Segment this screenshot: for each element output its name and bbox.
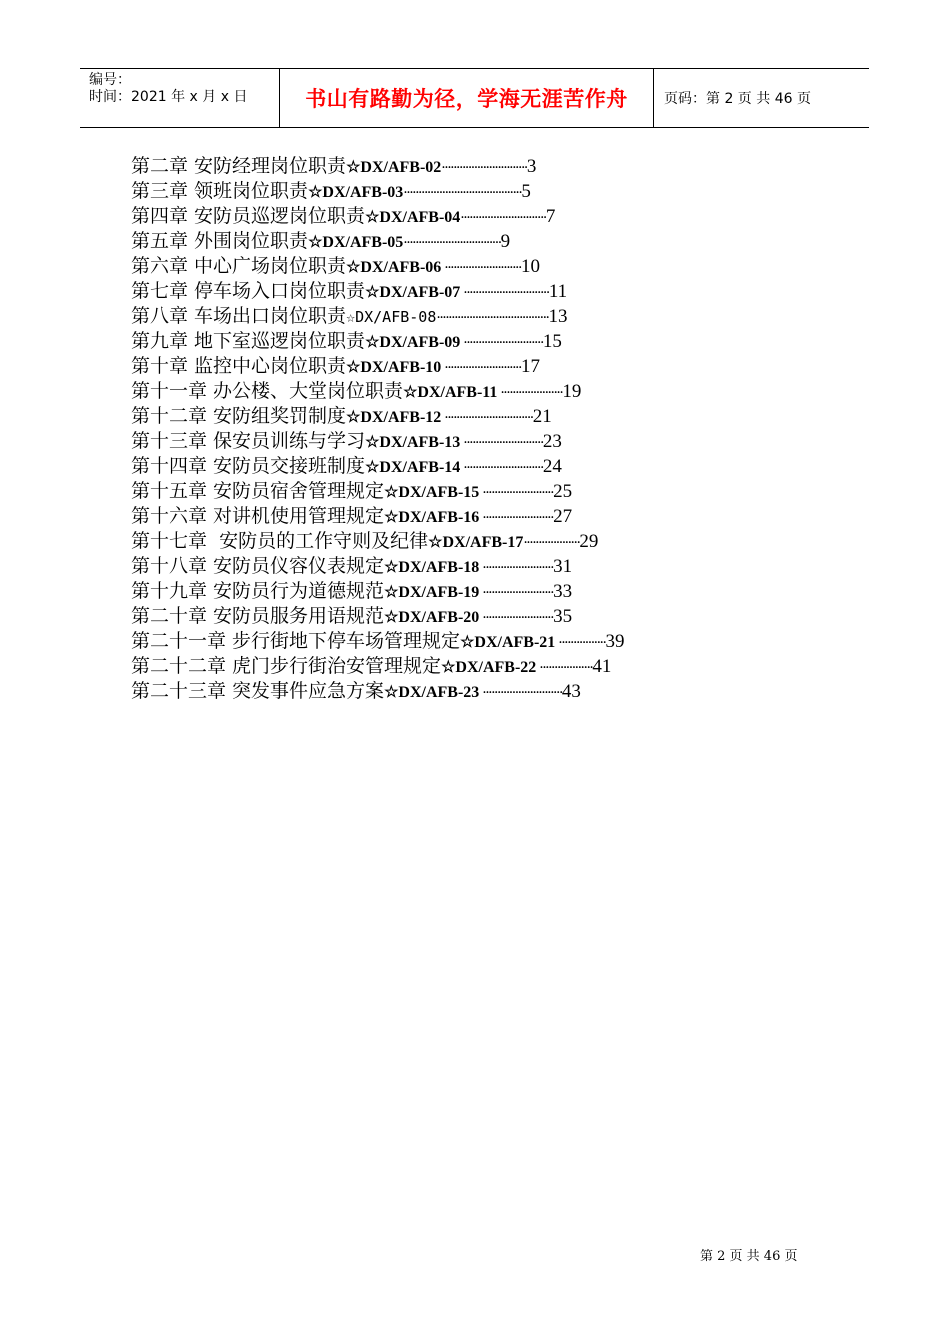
- toc-chapter-title: 外围岗位职责: [188, 230, 309, 252]
- toc-entry[interactable]: [131, 379, 851, 404]
- toc-page-number: 19: [562, 381, 582, 402]
- toc-chapter-number: 第二十二章: [131, 655, 227, 677]
- motto: 书山有路勤为径，学海无涯苦作舟: [305, 87, 628, 111]
- toc-document-code: ☆DX/AFB-18: [384, 559, 480, 576]
- toc-chapter-title: 安防员巡逻岗位职责: [188, 205, 366, 227]
- toc-entry[interactable]: [131, 479, 851, 504]
- toc-document-code: ☆DX/AFB-02: [346, 159, 442, 176]
- toc-chapter-number: 第十章: [131, 355, 189, 377]
- page-footer: [700, 1245, 830, 1264]
- toc-document-code: ☆DX/AFB-06: [346, 259, 442, 276]
- toc-entry[interactable]: [131, 279, 851, 304]
- toc-entry[interactable]: [131, 629, 851, 654]
- toc-document-code: ☆DX/AFB-16: [384, 509, 480, 526]
- toc-page-number: 17: [520, 356, 540, 377]
- toc-dot-leader: ························: [479, 585, 554, 601]
- toc-entry[interactable]: [131, 304, 851, 329]
- toc-page-number: 41: [592, 656, 612, 677]
- toc-page-number: 43: [561, 681, 581, 702]
- toc-dot-leader: ···························: [460, 435, 543, 451]
- toc-dot-leader: ················: [555, 635, 606, 651]
- toc-chapter-title: 停车场入口岗位职责: [188, 280, 366, 302]
- toc-dot-leader: ·····························: [460, 210, 546, 226]
- toc-dot-leader: ···················: [523, 535, 580, 551]
- toc-chapter-number: 第六章: [131, 255, 189, 277]
- toc-document-code: ☆DX/AFB-17: [428, 534, 524, 551]
- toc-page-number: 35: [553, 606, 573, 627]
- toc-chapter-title: 安防经理岗位职责: [188, 155, 347, 177]
- toc-entry[interactable]: [131, 204, 851, 229]
- toc-chapter-number: 第二十三章: [131, 680, 227, 702]
- toc-chapter-title: 安防员宿舍管理规定: [207, 480, 385, 502]
- toc-chapter-number: 第七章: [131, 280, 189, 302]
- toc-entry[interactable]: [131, 254, 851, 279]
- toc-document-code: ☆DX/AFB-20: [384, 609, 480, 626]
- toc-document-code: ☆DX/AFB-21: [460, 634, 556, 651]
- toc-entry[interactable]: [131, 354, 851, 379]
- toc-dot-leader: ··························: [441, 260, 521, 276]
- toc-dot-leader: ···························: [479, 685, 562, 701]
- toc-dot-leader: ········································: [403, 185, 522, 201]
- toc-page-number: 10: [520, 256, 540, 277]
- toc-document-code: ☆DX/AFB-03: [308, 184, 404, 201]
- toc-entry[interactable]: [131, 179, 851, 204]
- toc-page-number: 7: [545, 206, 556, 227]
- footer-page-info: 第 2 页 共 46 页: [700, 1249, 798, 1264]
- toc-document-code: ☆DX/AFB-14: [365, 459, 461, 476]
- header-motto-cell: [280, 69, 654, 127]
- toc-dot-leader: ···························: [460, 335, 543, 351]
- toc-entry[interactable]: [131, 154, 851, 179]
- header-meta: [80, 69, 280, 127]
- toc-entry[interactable]: [131, 529, 851, 554]
- toc-chapter-title: 安防员服务用语规范: [207, 605, 385, 627]
- serial-label: 编号：: [89, 72, 131, 88]
- toc-page-number: 11: [548, 281, 568, 302]
- toc-chapter-number: 第十五章: [131, 480, 208, 502]
- toc-document-code: ☆DX/AFB-11: [403, 384, 498, 401]
- toc-document-code: ☆DX/AFB-19: [384, 584, 480, 601]
- toc-dot-leader: ··························: [441, 360, 521, 376]
- toc-entry[interactable]: [131, 554, 851, 579]
- toc-document-code: ☆DX/AFB-22: [441, 659, 537, 676]
- toc-chapter-number: 第九章: [131, 330, 189, 352]
- toc-page-number: 29: [579, 531, 599, 552]
- toc-page-number: 33: [553, 581, 573, 602]
- toc-chapter-number: 第三章: [131, 180, 189, 202]
- toc-page-number: 27: [553, 506, 573, 527]
- toc-page-number: 31: [553, 556, 573, 577]
- toc-document-code: ☆DX/AFB-09: [365, 334, 461, 351]
- toc-dot-leader: ······································: [436, 310, 549, 326]
- toc-chapter-number: 第二十一章: [131, 630, 227, 652]
- toc-document-code: ☆DX/AFB-04: [365, 209, 461, 226]
- toc-entry[interactable]: [131, 454, 851, 479]
- toc-entry[interactable]: [131, 504, 851, 529]
- toc-chapter-title: 安防员的工作守则及纪律: [207, 530, 429, 552]
- toc-chapter-title: 步行街地下停车场管理规定: [226, 630, 461, 652]
- toc-entry[interactable]: [131, 679, 851, 704]
- toc-chapter-number: 第五章: [131, 230, 189, 252]
- toc-chapter-title: 保安员训练与学习: [207, 430, 366, 452]
- toc-chapter-title: 领班岗位职责: [188, 180, 309, 202]
- toc-chapter-number: 第八章: [131, 305, 189, 327]
- toc-dot-leader: ·································: [403, 235, 501, 251]
- toc-chapter-number: 第二章: [131, 155, 189, 177]
- toc-chapter-number: 第二十章: [131, 605, 208, 627]
- toc-page-number: 9: [500, 231, 511, 252]
- toc-page-number: 23: [542, 431, 562, 452]
- toc-document-code: ☆DX/AFB-08: [346, 308, 437, 326]
- toc-document-code: ☆DX/AFB-07: [365, 284, 461, 301]
- page-header: [80, 68, 869, 128]
- toc-chapter-title: 安防员行为道德规范: [207, 580, 385, 602]
- toc-chapter-title: 安防员交接班制度: [207, 455, 366, 477]
- toc-document-code: ☆DX/AFB-12: [346, 409, 442, 426]
- toc-chapter-number: 第十一章: [131, 380, 208, 402]
- toc-document-code: ☆DX/AFB-15: [384, 484, 480, 501]
- toc-chapter-number: 第十九章: [131, 580, 208, 602]
- toc-page-number: 15: [542, 331, 562, 352]
- toc-entry[interactable]: [131, 404, 851, 429]
- toc-entry[interactable]: [131, 604, 851, 629]
- toc-chapter-title: 中心广场岗位职责: [188, 255, 347, 277]
- toc-document-code: ☆DX/AFB-10: [346, 359, 442, 376]
- toc-chapter-title: 安防员仪容仪表规定: [207, 555, 385, 577]
- toc-page-number: 3: [526, 156, 537, 177]
- header-page-info: 页码：第 2 页 共 46 页: [664, 91, 811, 107]
- toc-chapter-title: 监控中心岗位职责: [188, 355, 347, 377]
- toc-chapter-number: 第四章: [131, 205, 189, 227]
- toc-page-number: 21: [532, 406, 552, 427]
- toc-chapter-title: 办公楼、大堂岗位职责: [207, 380, 404, 402]
- toc-dot-leader: ·····················: [497, 385, 563, 401]
- header-page-info-cell: [654, 69, 869, 127]
- toc-chapter-number: 第十三章: [131, 430, 208, 452]
- time-label: 时间：2021 年 x 月 x 日: [89, 89, 248, 105]
- toc-chapter-title: 安防组奖罚制度: [207, 405, 347, 427]
- toc-dot-leader: ························: [479, 560, 554, 576]
- toc-chapter-title: 车场出口岗位职责: [188, 305, 347, 327]
- toc-dot-leader: ···························: [460, 460, 543, 476]
- toc-dot-leader: ·····························: [441, 160, 527, 176]
- toc-page-number: 39: [605, 631, 625, 652]
- toc-chapter-number: 第十六章: [131, 505, 208, 527]
- toc-entry[interactable]: [131, 579, 851, 604]
- toc-page-number: 13: [548, 306, 568, 327]
- toc-dot-leader: ·····························: [460, 285, 549, 301]
- toc-entry[interactable]: [131, 654, 851, 679]
- table-of-contents: [131, 154, 851, 704]
- toc-document-code: ☆DX/AFB-23: [384, 684, 480, 701]
- toc-page-number: 5: [521, 181, 531, 202]
- toc-page-number: 24: [542, 456, 562, 477]
- toc-dot-leader: ························: [479, 485, 554, 501]
- toc-chapter-title: 对讲机使用管理规定: [207, 505, 385, 527]
- toc-chapter-number: 第十七章: [131, 530, 208, 552]
- toc-dot-leader: ······························: [441, 410, 533, 426]
- toc-chapter-number: 第十二章: [131, 405, 208, 427]
- toc-page-number: 25: [553, 481, 573, 502]
- toc-chapter-title: 突发事件应急方案: [226, 680, 385, 702]
- toc-chapter-title: 虎门步行街治安管理规定: [226, 655, 442, 677]
- toc-chapter-title: 地下室巡逻岗位职责: [188, 330, 366, 352]
- toc-entry[interactable]: [131, 329, 851, 354]
- toc-chapter-number: 第十八章: [131, 555, 208, 577]
- toc-chapter-number: 第十四章: [131, 455, 208, 477]
- toc-dot-leader: ························: [479, 510, 554, 526]
- toc-document-code: ☆DX/AFB-13: [365, 434, 461, 451]
- toc-document-code: ☆DX/AFB-05: [308, 234, 404, 251]
- toc-entry[interactable]: [131, 429, 851, 454]
- toc-dot-leader: ························: [479, 610, 554, 626]
- toc-dot-leader: ··················: [536, 660, 593, 676]
- toc-entry[interactable]: [131, 229, 851, 254]
